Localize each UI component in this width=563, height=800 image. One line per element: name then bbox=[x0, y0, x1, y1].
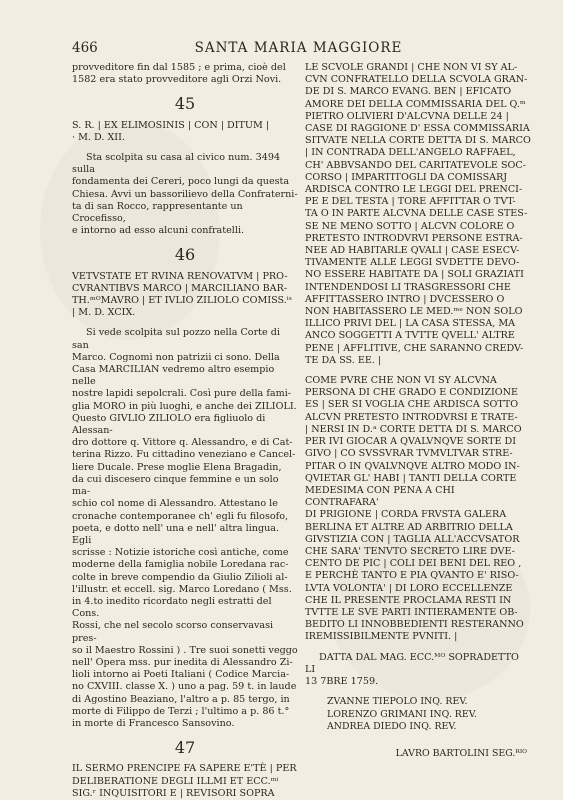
inscription-line: SE NE MENO SOTTO | ALCVN COLORE O bbox=[305, 220, 515, 232]
text-line: provveditore fin dal 1585 ; e prima, cioè del bbox=[72, 62, 286, 73]
inscription-line: CENTO DE PIC | COLI DEI BENI DEL REO , bbox=[305, 558, 522, 570]
inscription-line: TE DA SS. EE. | bbox=[305, 354, 382, 366]
text-line: in 4.to inedito ricordato negli estratti del Cons. bbox=[72, 595, 272, 620]
inscription-line: BERLINA ET ALTRE AD ARBITRIO DELLA bbox=[305, 521, 513, 533]
text-line: dro dottore q. Vittore q. Alessandro, e di Cat- bbox=[72, 437, 293, 449]
inscription-line: GIVSTIZIA CON | TAGLIA ALL'ACCVSATOR bbox=[305, 533, 520, 545]
inscription-line: · M. D. XII. bbox=[72, 131, 125, 143]
inscription-line: PRETESTO INTRODVRVI PERSONE ESTRA- bbox=[305, 232, 523, 244]
inscription-line: INTENDENDOSI LI TRASGRESSORI CHE bbox=[305, 281, 511, 293]
inscription-47 bbox=[72, 763, 298, 800]
inscription-line: QVIETAR GL' HABI | TANTI DELLA CORTE bbox=[305, 472, 517, 484]
inscription-line: IREMISSIBILMENTE PVNITI. | bbox=[305, 631, 458, 643]
text-line: e intorno ad esso alcuni confratelli. bbox=[72, 225, 245, 237]
inscription-line: CVRANTIBVS MARCO | MARCILIANO BAR- bbox=[72, 282, 288, 294]
section-number: 46 bbox=[174, 245, 196, 265]
inscription-line: IL SERMO PRENCIPE FA SAPERE E'TÈ | PER bbox=[72, 763, 297, 775]
inscription-line: CORSO | IMPARTITOGLI DA COMISSARJ bbox=[305, 171, 508, 183]
inscription-line: | IN CONTRADA DELL'ANGELO RAFFAEL, bbox=[305, 147, 516, 159]
inscription-line: CH' ABBVSANDO DEL CARITATEVOLE SOC- bbox=[305, 159, 526, 171]
page-number: 466 bbox=[72, 40, 98, 56]
inscription-line: DI PRIGIONE | CORDA FRVSTA GALERA bbox=[305, 509, 507, 521]
inscription-line: PER IVI GIOCAR A QVALVNQVE SORTE DI bbox=[305, 436, 517, 448]
text-line: nell' Opera mss. pur inedita di Alessandro Zi- bbox=[72, 656, 293, 668]
inscription-line: NON HABITASSERO LE MED.ᵐᵉ NON SOLO bbox=[305, 306, 523, 318]
inscription-line: CHE SARA' TENVTO SECRETO LIRE DVE- bbox=[305, 545, 515, 557]
text-line: cronache contemporanee ch' egli fu filosofo, bbox=[72, 510, 289, 522]
inscription-line: PENE | AFFLITIVE, CHE SARANNO CREDV- bbox=[305, 342, 524, 354]
left-column bbox=[72, 62, 298, 800]
text-line: so il Maestro Rossini ) . Tre suoi sonetti veggo bbox=[72, 644, 298, 656]
text-line: morte di Filippo de Terzi ; l'ultimo a p. 86 t.° bbox=[72, 705, 290, 717]
inscription-date bbox=[305, 652, 531, 689]
text-line: liere Ducale. Prese moglie Elena Bragadin, bbox=[72, 461, 282, 473]
text-line: scrisse : Notizie istoriche così antiche, come bbox=[72, 547, 289, 559]
inscription-line: ILLICO PRIVI DEL | LA CASA STESSA, MA bbox=[305, 318, 516, 330]
text-line: in morte di Francesco Sansovino. bbox=[72, 717, 235, 729]
section-number: 45 bbox=[174, 94, 196, 114]
inscription-line: COME PVRE CHE NON VI SY ALCVNA bbox=[305, 375, 497, 387]
intro-text bbox=[72, 62, 298, 86]
inscription-line: CHE IL PRESENTE PROCLAMA RESTI IN bbox=[305, 594, 512, 606]
text-line: nostre lapidi sepolcrali. Così pure della fami- bbox=[72, 388, 291, 400]
inscription-line: ALCVN PRETESTO INTRODVRSI E TRATE- bbox=[305, 411, 518, 423]
signatories bbox=[327, 696, 531, 734]
inscription-line: ARDISCA CONTRO LE LEGGI DEL PRENCI- bbox=[305, 184, 523, 196]
inscription-line: PE E DEL TESTA | TORE AFFITTAR O TVT- bbox=[305, 196, 516, 208]
inscription-line: | NERSI IN D.ᵃ CORTE DETTA DI S. MARCO bbox=[305, 423, 522, 435]
signatory-line: ZVANNE TIEPOLO INQ. REV. bbox=[327, 696, 468, 708]
inscription-line: CVN CONFRATELLO DELLA SCVOLA GRAN- bbox=[305, 74, 528, 86]
text-line: da cui discesero cinque femmine e un solo ma- bbox=[72, 473, 279, 498]
text-line: no CXVIII. classe X. ) uno a pag. 59 t. in laude bbox=[72, 681, 297, 693]
inscription-line: CASE DI RAGGIONE D' ESSA COMMISSARIA bbox=[305, 123, 530, 135]
inscription-line: 13 7BRE 1759. bbox=[305, 675, 379, 687]
inscription-line: PERSONA DI CHE GRADO E CONDIZIONE bbox=[305, 387, 519, 399]
inscription-line: AMORE DEI DELLA COMMISSARIA DEL Q.ᵐ bbox=[305, 98, 526, 110]
text-line: Sta scolpita su casa al civico num. 3494 sulla bbox=[72, 152, 281, 176]
text-line: lioli intorno ai Poeti Italiani ( Codice Marcia- bbox=[72, 669, 290, 681]
inscription-line: E PERCHÈ TANTO E PIA QVANTO E' RISO- bbox=[305, 570, 519, 582]
running-title: SANTA MARIA MAGGIORE bbox=[194, 40, 403, 56]
text-line: Si vede scolpita sul pozzo nella Corte di san bbox=[72, 327, 280, 351]
inscription-46 bbox=[72, 271, 298, 320]
text-line: moderne della famiglia nobile Loredana rac- bbox=[72, 559, 289, 571]
section-number: 47 bbox=[174, 738, 196, 758]
text-line: colte in breve compendio da Giulio Zilioli al- bbox=[72, 571, 288, 583]
running-header bbox=[72, 40, 525, 58]
inscription-line: TA O IN PARTE ALCVNA DELLE CASE STES- bbox=[305, 208, 528, 220]
inscription-line: DATTA DAL MAG. ECC.ᴹᴼ SOPRADETTO LI bbox=[305, 651, 519, 675]
inscription-line: AFFITTASSERO INTRO | DVCESSERO O bbox=[305, 293, 505, 305]
inscription-line: S. R. | EX ELIMOSINIS | CON | DITUM | bbox=[72, 119, 270, 131]
inscription-line: DE DI S. MARCO EVANG. BEN | EFICATO bbox=[305, 86, 512, 98]
text-line: Marco. Cognomi non patrizii ci sono. Della bbox=[72, 351, 280, 363]
inscription-line: BEDITO LI INNOBBEDIENTI RESTERANNO bbox=[305, 619, 524, 631]
text-line: fondamenta dei Cereri, poco lungi da questa bbox=[72, 176, 290, 188]
text-line: terina Rizzo. Fu cittadino veneziano e Cancel- bbox=[72, 449, 296, 461]
text-line: Chiesa. Avvi un bassorilievo della Confraterni- bbox=[72, 188, 298, 200]
inscription-line: DELIBERATIONE DEGLI ILLMI ET ECC.ᵐⁱ bbox=[72, 775, 279, 787]
signatory-line: LORENZO GRIMANI INQ. REV. bbox=[327, 708, 477, 720]
inscription-47-continued bbox=[305, 62, 531, 367]
inscription-line: NO ESSERE HABITATE DA | SOLI GRAZIATI bbox=[305, 269, 524, 281]
text-line: ta di san Rocco, rappresentante un Crocefisso, bbox=[72, 200, 243, 225]
text-line: l'illustr. et eccell. sig. Marco Loredano ( Mss. bbox=[72, 583, 292, 595]
inscription-45 bbox=[72, 120, 298, 144]
inscription-line: TVTTE LE SVE PARTI INTIERAMENTE OB- bbox=[305, 606, 518, 618]
inscription-line: LVTA VOLONTA' | DI LORO ECCELLENZE bbox=[305, 582, 513, 594]
inscription-line: PITAR O IN QVALVNQVE ALTRO MODO IN- bbox=[305, 460, 520, 472]
text-line: Rossi, che nel secolo scorso conservavasi pres- bbox=[72, 620, 274, 644]
inscription-line: | M. D. XCIX. bbox=[72, 307, 136, 319]
text-line: glia MORO in più luoghi, e anche dei ZILIOLI. bbox=[72, 400, 297, 412]
inscription-47-second-part bbox=[305, 375, 531, 643]
inscription-line: MEDESIMA CON PENA A CHI CONTRAFARA' bbox=[305, 484, 455, 509]
inscription-line: ES | SER SI VOGLIA CHE ARDISCA SOTTO bbox=[305, 399, 519, 411]
right-column bbox=[305, 62, 531, 760]
secretary-signature: LAVRO BARTOLINI SEG.ᴿᴵᴼ bbox=[395, 747, 527, 759]
text-line: di Agostino Beaziano, l'altro a p. 85 tergo, in bbox=[72, 693, 290, 705]
inscription-line: LE SCVOLE GRANDI | CHE NON VI SY AL- bbox=[305, 62, 518, 73]
inscription-line: PIETRO OLIVIERI D'ALCVNA DELLE 24 | bbox=[305, 110, 509, 122]
text-line: Questo GIVLIO ZILIOLO era figliuolo di Alessan- bbox=[72, 412, 266, 437]
inscription-line: NEE AD HABITARLE QVALI | CASE ESECV- bbox=[305, 245, 520, 257]
signatory-line: ANDREA DIEDO INQ. REV. bbox=[327, 721, 457, 733]
inscription-line: SIG.ʳ INQUISITORI E | REVISORI SOPRA bbox=[72, 787, 275, 799]
text-line: poeta, e dotto nell' una e nell' altra lingua. Egli bbox=[72, 522, 280, 546]
commentary-46 bbox=[72, 327, 298, 730]
text-line: schio col nome di Alessandro. Attestano le bbox=[72, 498, 278, 510]
inscription-line: SITVATE NELLA CORTE DETTA DI S. MARCO bbox=[305, 135, 531, 147]
inscription-line: TIVAMENTE ALLE LEGGI SVDETTE DEVO- bbox=[305, 257, 520, 269]
inscription-line: VETVSTATE ET RVINA RENOVATVM | PRO- bbox=[72, 270, 288, 282]
text-line: Casa MARCILIAN vedremo altro esempio nelle bbox=[72, 364, 275, 388]
inscription-line: GIVO | CO SVSSVRAR TVMVLTVAR STRE- bbox=[305, 448, 513, 460]
inscription-line: TH.ᵐᴼMAVRO | ET IVLIO ZILIOLO COMISS.ⁱˢ bbox=[72, 295, 292, 307]
text-line: 1582 era stato provveditore agli Orzi Novi. bbox=[72, 74, 282, 86]
inscription-line: ANCO SOGGETTI A TVTTE QVELL' ALTRE bbox=[305, 330, 515, 342]
commentary-45 bbox=[72, 152, 298, 237]
